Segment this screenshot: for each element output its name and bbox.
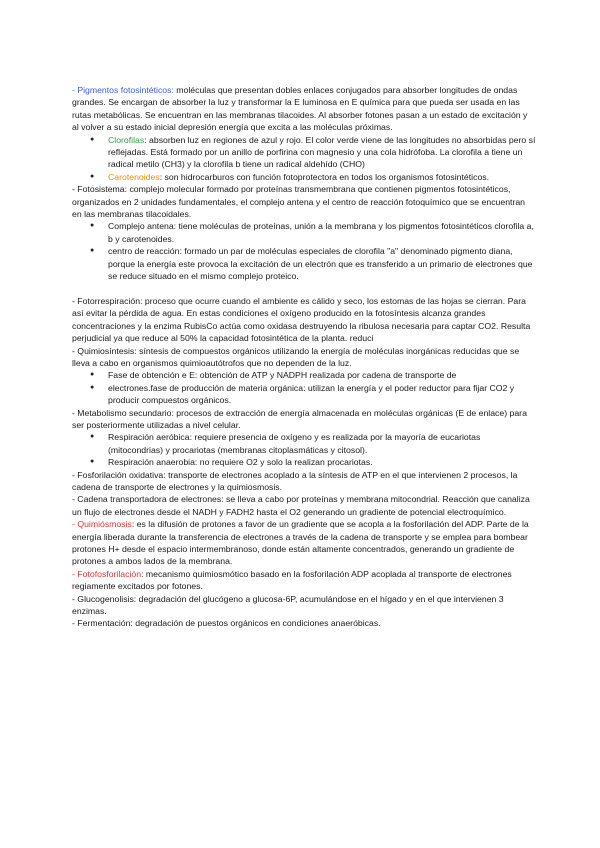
paragraph-glucogenolisis: - Glucogenolisis: degradación del glucógeno a glucosa-6P, acumulándose en el hígado y en el que intervienen 3 enzimas. (72, 593, 504, 617)
term-carotenoides: Carotenoides (108, 171, 160, 182)
paragraph-quimiosmosis (72, 518, 536, 568)
blank-line (72, 283, 536, 295)
term-clorofilas: Clorofilas (108, 134, 145, 145)
list-item-clorofilas (90, 134, 536, 171)
list-item-carotenoides (90, 171, 536, 183)
paragraph-metabolismo: - Metabolismo secundario: procesos de extracción de energía almacenada en moléculas orgánicas (E de enlace) para ser posteriormente utilizadas a nivel celular. (72, 407, 527, 430)
text-carotenoides: : son hidrocarburos con función fotoprotectora en todos los organismos fotosintéticos. (159, 171, 490, 182)
list-item-respiracion-anaerobia: ● Respiración anaerobia: no requiere O2 y solo la realizan procariotas. (90, 456, 536, 468)
list-item-fase-produccion: ● electrones.fase de producción de materia orgánica: utilizan la energía y el poder reductor para fijar CO2 y producir compuestos orgánicos. (90, 382, 536, 407)
paragraph-fotorrespiracion: - Fotorrespiración: proceso que ocurre cuando el ambiente es cálido y seco, los estomas de las hojas se cierran. Para así evitar la pérdida de agua. En estas condiciones el oxígeno producido en la fotosíntesis alcanza grandes concentraciones y la enzima RubisCo actúa como oxidasa destruyendo la ribulosa necesaria para captar CO2. Resulta perjudicial ya que reduce al 50% la capacidad fotosintética de la planta. reduci (72, 295, 531, 344)
list-metabolismo (72, 431, 536, 468)
text-fotofosforilacion: : mecanismo quimiosmótico basado en la fosforilación ADP acoplada al transporte de electrones regiamente excitados por fotones. (72, 568, 512, 592)
text-quimiosmosis: : es la difusión de protones a favor de un gradiente que se acopla a la fosforilación del ADP. Parte de la energía liberada durante la transferencia de electrones a través de la cadena de transporte y se emplea para bombear protones H+ desde el espacio intermembranoso, donde están altamente concentrados, generando un gradiente de protones a ambos lados de la membrana. (72, 519, 529, 567)
list-item-fase-obtencion: ● Fase de obtención e E: obtención de ATP y NADPH realizada por cadena de transporte de (90, 369, 536, 381)
paragraph-fotofosforilacion (72, 568, 536, 593)
prefix: - (72, 568, 78, 579)
term-quimiosmosis: Quimiósmosis (77, 519, 132, 530)
text-clorofilas: : absorben luz en regiones de azul y rojo. El color verde viene de las longitudes no absorbidas pero sí reflejadas. Está formado por un anillo de porfirina con magnesio y una cola hidrófoba. La clorofila a tiene un radical metilo (CH3) y la clorofila b tiene un radical aldehído (CHO) (108, 134, 536, 170)
paragraph-pigmentos (72, 84, 536, 134)
prefix: - (72, 519, 78, 530)
list-item-complejo-antena: ● Complejo antena: tiene moléculas de proteínas, unión a la membrana y los pigmentos fotosintéticos clorofila a, b y carotenoides. (90, 220, 536, 245)
list-item-centro-reaccion: ● centro de reacción: formado un par de moléculas especiales de clorofila "a" denominado pigmento diana, porque la energía este provoca la excitación de un electrón que es transferido a un primario de electrones que se reduce situado en el mismo complejo proteico. (90, 245, 536, 282)
paragraph-cadena-transportadora: - Cadena transportadora de electrones: se lleva a cabo por proteínas y membrana mitocondrial. Reacción que canaliza un flujo de electrones desde el NADH y FADH2 hasta el O2 generando un gradiente de potencial electroquímico. (72, 494, 530, 517)
list-fotosistema (72, 220, 536, 282)
text-pigmentos: moléculas que presentan dobles enlaces conjugados para absorber longitudes de ondas grandes. Se encargan de absorber la luz y transformar la E luminosa en E química para que pueda ser usada en las rutas metabólicas. Se encuentran en las membranas tilacoides. Al absorber fotones pasan a un estado de excitación y al volver a su estado inicial depresión energía que excita a las moléculas próximas. (72, 85, 528, 133)
list-quimiosintesis (72, 369, 536, 406)
list-pigmentos (72, 134, 536, 184)
term-fotofosforilacion: Fotofosforilación (77, 568, 142, 579)
paragraph-quimiosintesis: - Quimiosíntesis: síntesis de compuestos orgánicos utilizando la energía de moléculas inorgánicas reducidas que se lleva a cabo en organismos quimioautótrofos que no dependen de la luz. (72, 345, 520, 368)
term-pigmentos: Pigmentos fotosintéticos: (77, 85, 174, 95)
paragraph-fermentacion: - Fermentación: degradación de puestos orgánicos en condiciones anaeróbicas. (72, 618, 381, 629)
paragraph-fotosistema: - Fotosistema: complejo molecular formado por proteínas transmembrana que contienen pigmentos fotosintéticos, organizados en 2 unidades fundamentales, el complejo antena y el centro de reacción fotoquímico que se encuentran en las membranas tilacoidales. (72, 184, 526, 220)
paragraph-fosforilacion-oxidativa: - Fosforilación oxidativa: transporte de electrones acoplado a la síntesis de ATP en el que intervienen 2 procesos, la cadena de transporte de electrones y la quimiosmosis. (72, 469, 518, 492)
list-item-respiracion-aerobica: ● Respiración aeróbica: requiere presencia de oxígeno y es realizada por la mayoría de eucariotas (mitocondrias) y procariotas (membranas citoplasmáticas y citosol). (90, 431, 536, 456)
prefix: - (72, 85, 78, 95)
